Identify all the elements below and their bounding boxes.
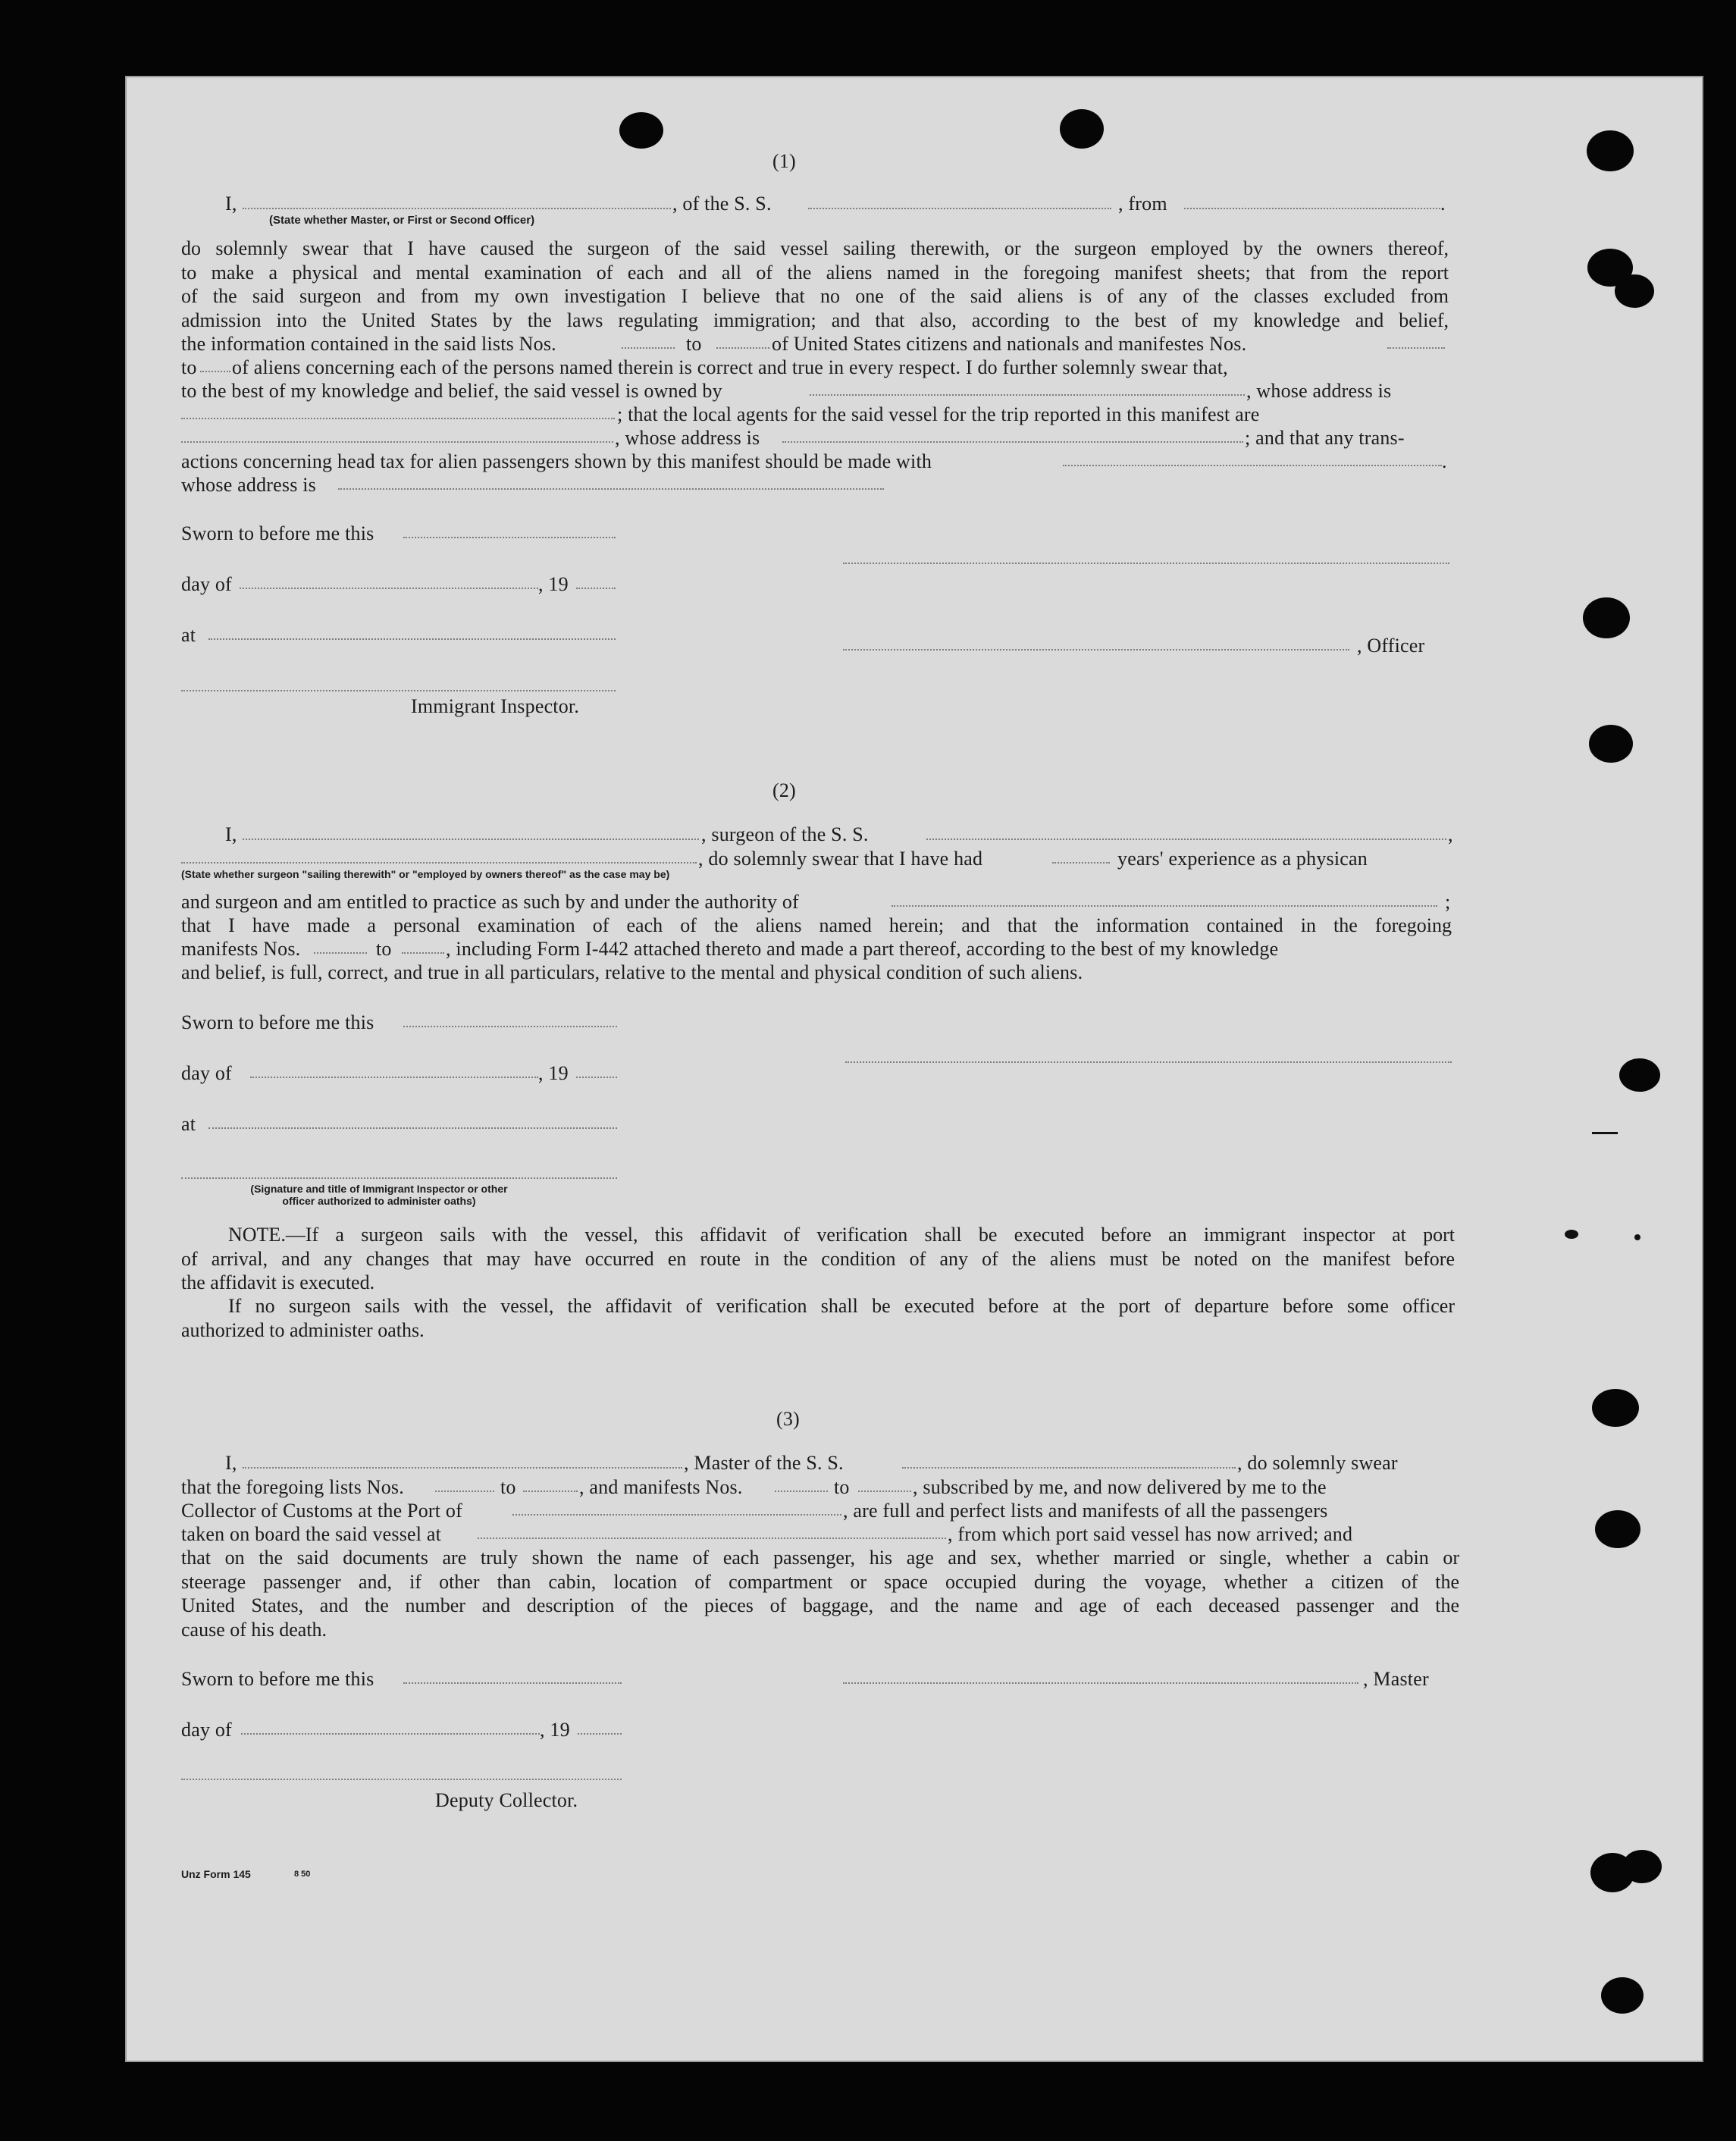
s3-arrived-label: , from which port said vessel has now arrived; and xyxy=(948,1523,1353,1545)
section-1-number: (1) xyxy=(772,150,796,172)
punch-hole xyxy=(1622,1850,1662,1883)
s1-officer-label: , Officer xyxy=(1357,635,1425,657)
punch-hole xyxy=(1619,1058,1660,1092)
s2-years-label: years' experience as a physican xyxy=(1117,848,1368,870)
owner-line xyxy=(810,394,1245,396)
s1-to-label: to xyxy=(686,333,702,355)
s1-day-label: day of xyxy=(181,573,232,595)
s2-to-label: to xyxy=(376,938,392,960)
s3-body-line: that on the said documents are truly shown the name of each passenger, his age and sex, whether married or single, whether a cabin or xyxy=(181,1547,1459,1569)
punch-hole xyxy=(619,112,663,149)
s1-officer-line xyxy=(843,649,1349,650)
s2-inspector-line xyxy=(181,1177,617,1179)
punch-hole xyxy=(1595,1510,1640,1548)
master-name-line xyxy=(243,1467,682,1469)
years-line xyxy=(1052,862,1110,864)
s3-collector-label: Collector of Customs at the Port of xyxy=(181,1500,462,1522)
authority-line xyxy=(892,905,1437,907)
deputy-collector-line xyxy=(181,1779,622,1780)
s3-full-label: , are full and perfect lists and manifests of all the passengers xyxy=(843,1500,1328,1522)
port-line xyxy=(512,1514,841,1516)
s3-body-line: cause of his death. xyxy=(181,1618,327,1641)
s3-year-label: , 19 xyxy=(540,1719,570,1741)
officer-rank-note: (State whether Master, or First or Second Officer) xyxy=(269,214,535,227)
note-line: authorized to administer oaths. xyxy=(181,1318,425,1341)
s1-body-line: to make a physical and mental examination of each and all of the aliens named in the foregoing manifest sheets; that from the report xyxy=(181,261,1449,284)
s1-body xyxy=(181,237,1449,332)
s3-day-label: day of xyxy=(181,1719,232,1741)
note-paragraph-2 xyxy=(181,1294,1455,1342)
s1-whose2-label: , whose address is xyxy=(615,427,760,449)
s2-sworn-label: Sworn to before me this xyxy=(181,1011,374,1033)
form-code: 8 50 xyxy=(294,1870,311,1879)
s1-at-label: at xyxy=(181,624,196,646)
s3-taken-label: taken on board the said vessel at xyxy=(181,1523,442,1545)
punch-hole xyxy=(1583,597,1630,638)
s2-swear-label: , do solemnly swear that I have had xyxy=(698,848,983,870)
punch-hole xyxy=(1587,130,1634,171)
punch-hole xyxy=(1615,274,1654,308)
s1-body-line: do solemnly swear that I have caused the surgeon of the said vessel sailing therewith, or the surgeon employed by the owners thereof, xyxy=(181,237,1449,259)
vessel-name-line xyxy=(808,208,1111,209)
agents-line xyxy=(181,441,613,443)
s3-to2-label: to xyxy=(834,1476,850,1498)
s1-signature-line xyxy=(843,563,1449,564)
edge-mark xyxy=(1634,1234,1640,1240)
s1-whose3-label: whose address is xyxy=(181,474,316,496)
note-paragraph-1 xyxy=(181,1223,1455,1295)
s1-agents-label: ; that the local agents for the said vessel for the trip reported in this manifest are xyxy=(617,403,1260,425)
head-tax-address-line xyxy=(338,488,884,490)
punch-hole xyxy=(1601,1977,1644,2014)
signature-title-note: (Signature and title of Immigrant Inspector or other officer authorized to administer oaths) xyxy=(250,1183,508,1207)
edge-mark xyxy=(1592,1132,1618,1134)
section-2-number: (2) xyxy=(772,779,796,801)
s3-subscribed-label: , subscribed by me, and now delivered by me to the xyxy=(913,1476,1327,1498)
from-port-line xyxy=(1184,208,1440,209)
agents-address-line xyxy=(782,441,1243,443)
officer-name-line xyxy=(243,208,671,209)
s3-i-label: I, xyxy=(225,1452,237,1474)
s3-master-sig-label: , Master xyxy=(1363,1668,1429,1690)
s1-info-b-label: of United States citizens and nationals and manifestes Nos. xyxy=(772,333,1247,355)
surgeon-status-note: (State whether surgeon "sailing therewith" or "employed by owners thereof" as the case may be) xyxy=(181,868,670,880)
s2-last-line: and belief, is full, correct, and true in all particulars, relative to the mental and physical condition of such aliens. xyxy=(181,961,1083,983)
s1-info-label: the information contained in the said lists Nos. xyxy=(181,333,556,355)
punch-hole xyxy=(1589,725,1633,763)
head-tax-line xyxy=(1063,465,1442,466)
surgeon-name-line xyxy=(243,839,699,840)
note-line: If no surgeon sails with the vessel, the affidavit of verification shall be executed before at the port of departure before some officer xyxy=(228,1295,1455,1317)
s1-year-label: , 19 xyxy=(538,573,569,595)
s1-whose1-label: , whose address is xyxy=(1246,380,1392,402)
s3-deputy-label: Deputy Collector. xyxy=(435,1789,578,1811)
s1-of-ss-label: , of the S. S. xyxy=(672,193,772,215)
s1-from-label: , from xyxy=(1118,193,1167,215)
s3-swear-label: , do solemnly swear xyxy=(1237,1452,1398,1474)
s3-lists-label: that the foregoing lists Nos. xyxy=(181,1476,404,1498)
departure-port-line xyxy=(478,1538,946,1539)
s1-trans-label: ; and that any trans- xyxy=(1245,427,1405,449)
s2-signature-line xyxy=(845,1061,1452,1063)
s2-day-label: day of xyxy=(181,1062,232,1084)
s1-aliens-line: of aliens concerning each of the persons named therein is correct and true in every respect. I do further solemnly swear that, xyxy=(232,356,1228,378)
s3-body-line: United States, and the number and description of the pieces of baggage, and the name and age of each deceased passenger and the xyxy=(181,1594,1459,1616)
s1-inspector-label: Immigrant Inspector. xyxy=(411,695,580,717)
note-line: of arrival, and any changes that may have occurred en route in the condition of any of the aliens must be noted on the manifest before xyxy=(181,1247,1455,1270)
s2-at-label: at xyxy=(181,1113,196,1135)
s2-form-label: , including Form I-442 attached thereto and made a part thereof, according to the best of my knowledge xyxy=(446,938,1279,960)
s3-master-label: , Master of the S. S. xyxy=(684,1452,844,1474)
s2-surgeon-label: , surgeon of the S. S. xyxy=(701,823,869,845)
punch-hole xyxy=(1592,1389,1639,1427)
s2-practice-label: and surgeon and am entitled to practice as such by and under the authority of xyxy=(181,891,799,913)
s1-sworn-label: Sworn to before me this xyxy=(181,522,374,544)
form-number: Unz Form 145 xyxy=(181,1868,251,1880)
punch-hole xyxy=(1060,109,1104,149)
s1-body-line: admission into the United States by the laws regulating immigration; and that also, according to the best of my knowledge and belief, xyxy=(181,309,1449,331)
s1-i-label: I, xyxy=(225,193,237,215)
s3-body xyxy=(181,1546,1459,1641)
s2-i-label: I, xyxy=(225,823,237,845)
s3-vessel-line xyxy=(902,1467,1236,1469)
s3-body-line: steerage passenger and, if other than cabin, location of compartment or space occupied during the voyage, whether a citizen of the xyxy=(181,1570,1459,1593)
note-line: the affidavit is executed. xyxy=(181,1271,375,1293)
s1-actions-label: actions concerning head tax for alien passengers shown by this manifest should be made with xyxy=(181,450,932,472)
s2-body xyxy=(181,914,1452,938)
s3-manif-label: , and manifests Nos. xyxy=(579,1476,743,1498)
section-3-number: (3) xyxy=(776,1408,800,1430)
owner-address-line xyxy=(181,418,615,419)
s2-manifests-label: manifests Nos. xyxy=(181,938,301,960)
s1-body-line: of the said surgeon and from my own investigation I believe that no one of the said aliens is of any of the classes excluded from xyxy=(181,285,1449,307)
s2-body-line: that I have made a personal examination of each of the aliens named herein; and that the information contained in the foregoing xyxy=(181,914,1452,936)
s2-year-label: , 19 xyxy=(538,1062,569,1084)
s3-to-label: to xyxy=(500,1476,516,1498)
s2-vessel-line xyxy=(926,839,1446,840)
s1-owned-label: to the best of my knowledge and belief, the said vessel is owned by xyxy=(181,380,722,402)
s1-to2-label: to xyxy=(181,356,197,378)
s3-sworn-label: Sworn to before me this xyxy=(181,1668,374,1690)
note-line: NOTE.—If a surgeon sails with the vessel, this affidavit of verification shall be executed before an immigrant inspector at port xyxy=(228,1224,1455,1246)
master-signature-line xyxy=(843,1682,1358,1684)
edge-mark xyxy=(1565,1230,1578,1239)
